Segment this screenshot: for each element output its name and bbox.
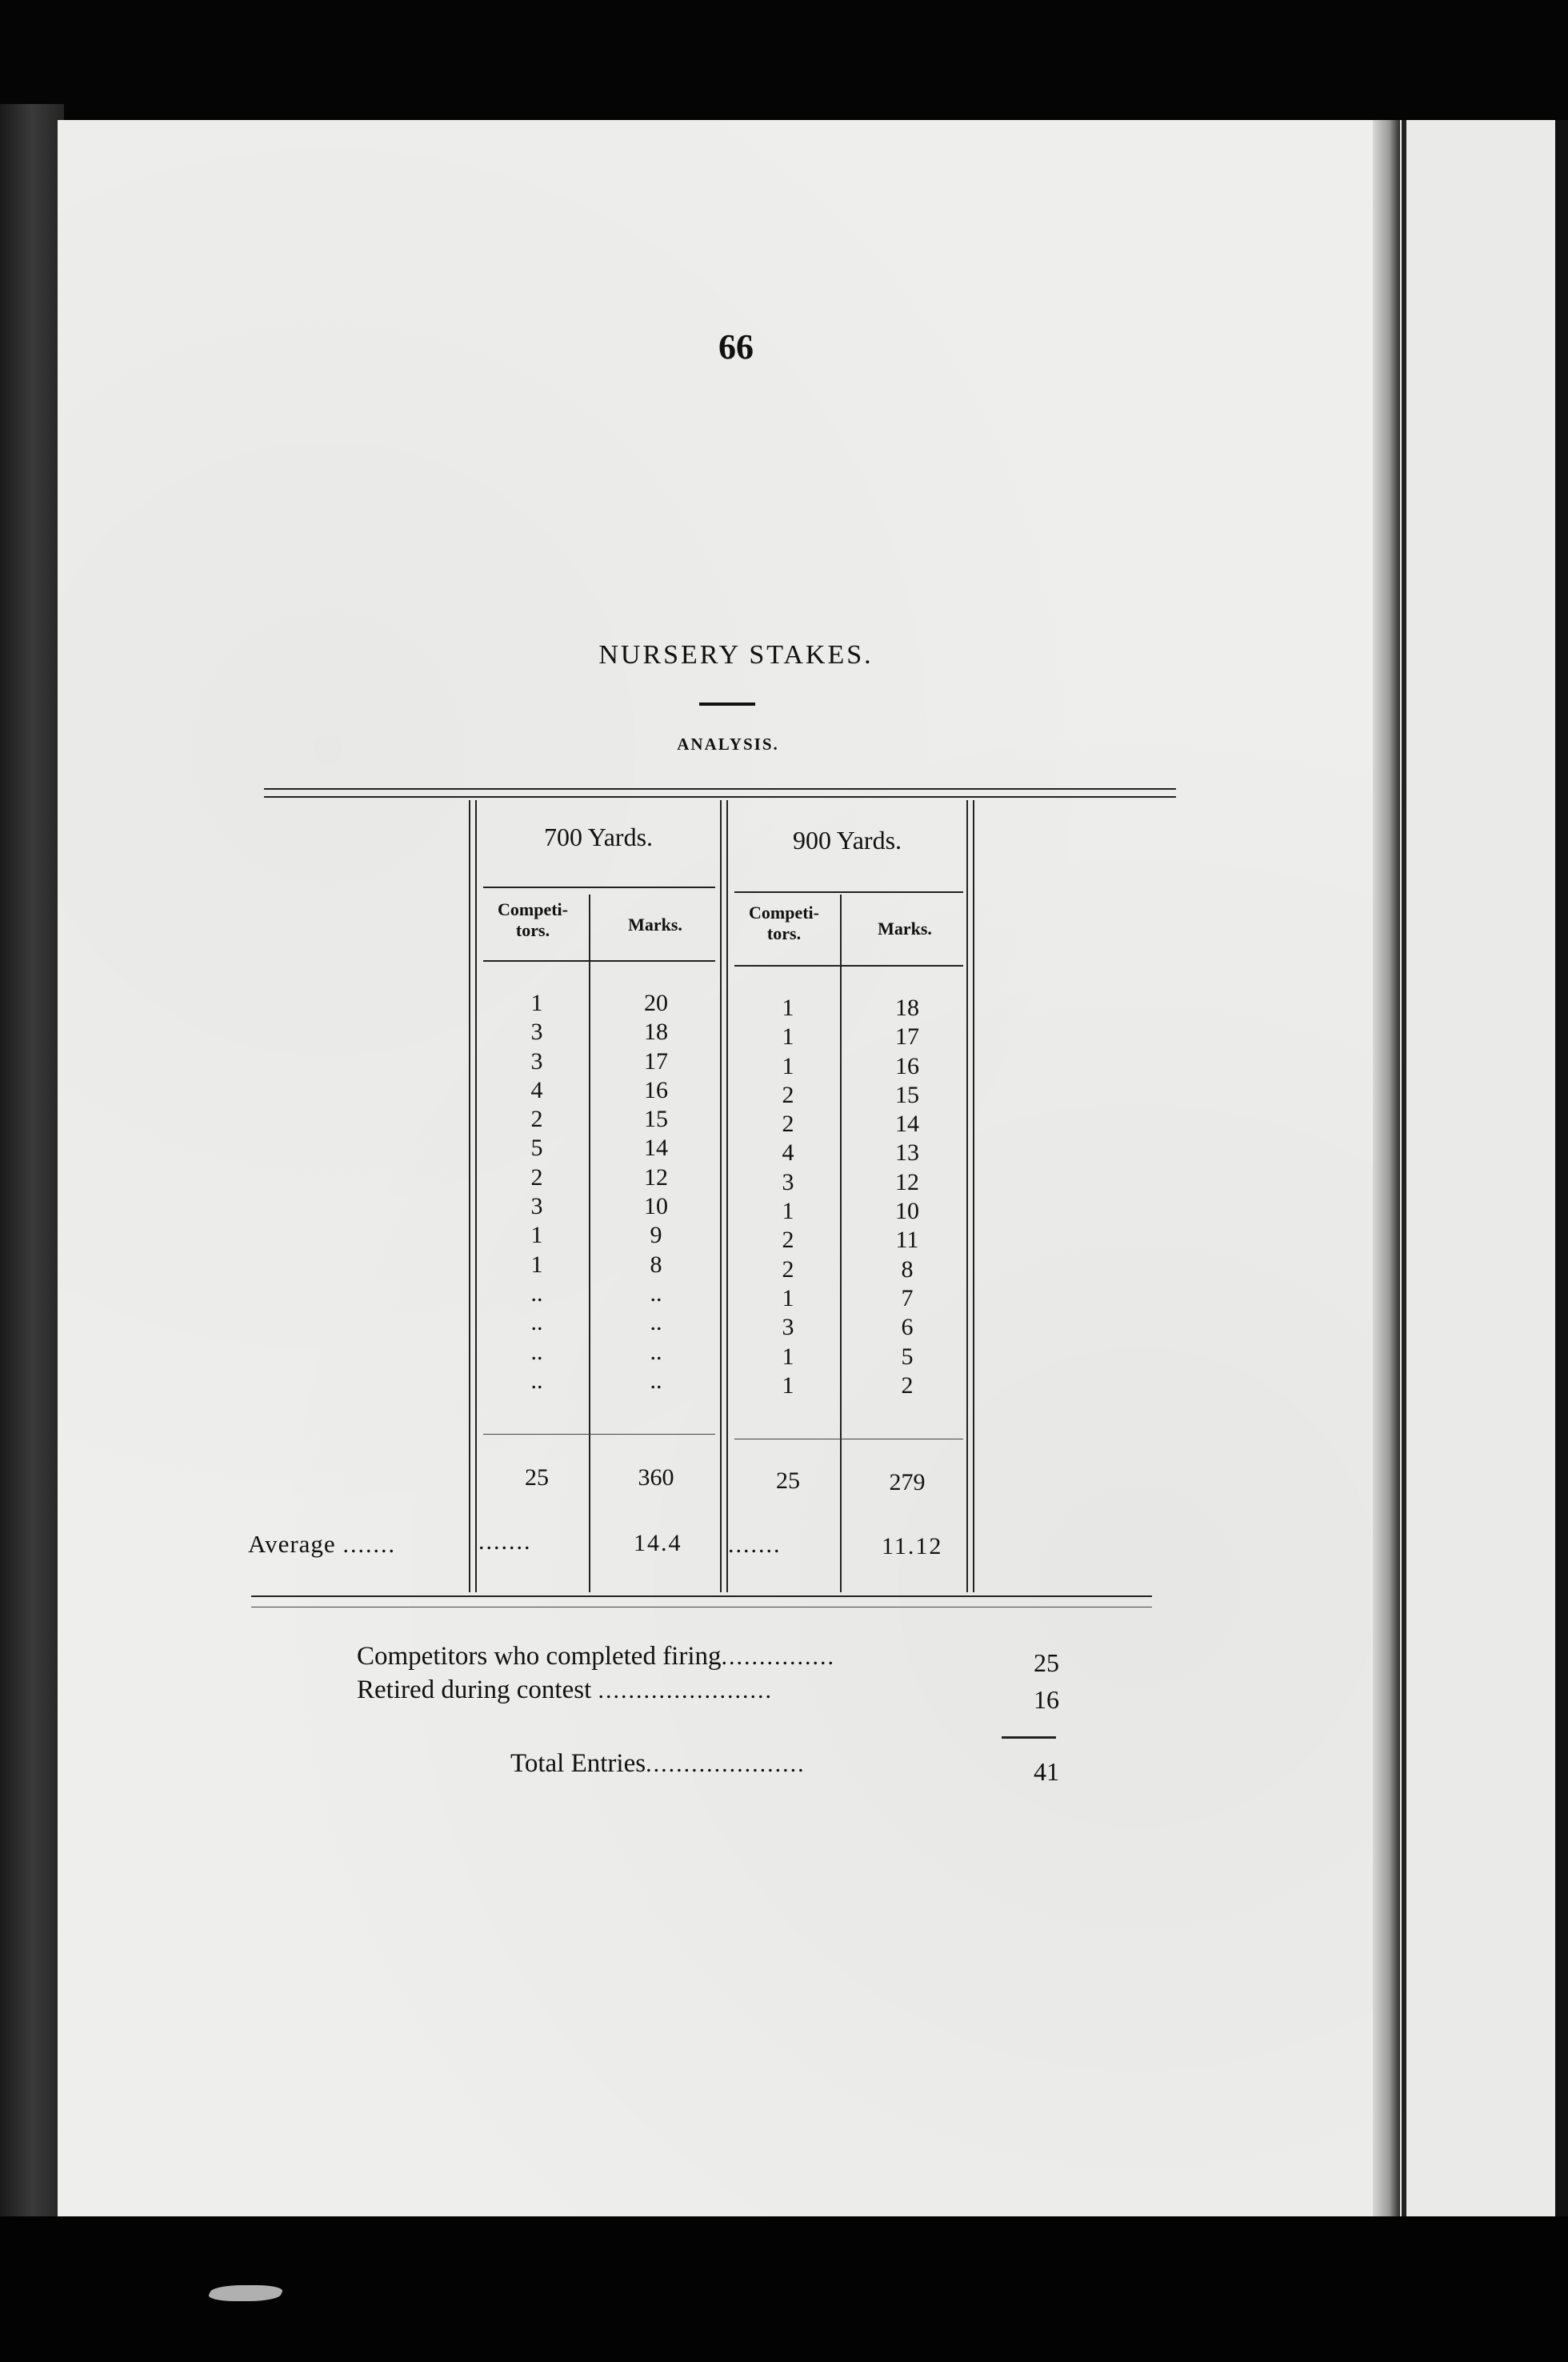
summary-retired-label: Retired during contest	[357, 1675, 592, 1704]
table-cell: 1	[782, 1343, 794, 1370]
summary-retired-value: 16	[1034, 1685, 1059, 1714]
summary-sum-rule	[1002, 1736, 1056, 1739]
table-cell: 16	[895, 1052, 919, 1079]
table-cell: 10	[895, 1198, 919, 1225]
group-header-700: 700 Yards.	[543, 823, 654, 851]
table-cell: 4	[530, 1076, 543, 1103]
average-dots-700: .......	[478, 1528, 532, 1555]
table-cell: 3	[782, 1168, 794, 1195]
table-cell: 4	[782, 1139, 794, 1167]
table-cell: 12	[644, 1163, 668, 1191]
table-vline-right-b	[973, 800, 974, 1592]
table-cell: 2	[530, 1106, 543, 1133]
column-competitors-900	[741, 994, 835, 1400]
table-cell: 11	[895, 1227, 919, 1254]
table-cell: 2	[901, 1371, 914, 1399]
table-cell: 8	[901, 1255, 914, 1283]
table-cell: ..	[650, 1309, 662, 1336]
table-bottom-rule	[251, 1595, 1152, 1597]
table-cell: 8	[650, 1251, 662, 1278]
table-vline-mid-b	[726, 800, 728, 1592]
page-title: NURSERY STAKES.	[598, 640, 874, 670]
table-cell: 6	[901, 1314, 914, 1341]
table-cell: 13	[895, 1139, 919, 1167]
table-cell: 14	[644, 1135, 668, 1162]
table-cell: 1	[530, 1251, 543, 1278]
table-vline-group2	[840, 895, 842, 1592]
table-cell: 3	[530, 1047, 543, 1075]
adjacent-page-strip	[1555, 120, 1568, 2216]
competitors-header-900: Competi- tors.	[749, 903, 819, 943]
page-number: 66	[718, 327, 754, 366]
table-cell: ..	[650, 1338, 662, 1365]
book-page	[58, 120, 1408, 2216]
table-cell: 1	[530, 990, 543, 1016]
table-cell: 18	[644, 1019, 668, 1046]
table-cell: 1	[782, 1371, 794, 1399]
scan-border-top	[0, 0, 1568, 120]
table-cell: 17	[895, 1023, 919, 1051]
table-cell: ..	[530, 1338, 543, 1365]
summary-total-label: Total Entries	[510, 1749, 646, 1778]
total-competitors-900: 25	[776, 1467, 800, 1494]
totals-rule-700	[483, 1434, 715, 1435]
table-cell: 18	[895, 995, 919, 1021]
table-cell: 15	[895, 1081, 919, 1108]
table-vline-right-a	[966, 800, 968, 1592]
table-cell: 2	[782, 1111, 794, 1138]
summary-retired-row: Retired during contest .......................	[357, 1675, 774, 1704]
competitors-header-700: Competi- tors.	[498, 899, 568, 940]
table-cell: 15	[644, 1106, 668, 1133]
summary-completed-row: Competitors who completed firing...............	[357, 1642, 836, 1671]
table-cell: 5	[530, 1135, 543, 1162]
table-cell: 5	[901, 1343, 914, 1370]
table-cell: 2	[782, 1227, 794, 1254]
summary-total-row: Total Entries.....................	[510, 1749, 806, 1778]
table-cell: 7	[901, 1284, 914, 1311]
table-cell: 1	[782, 1284, 794, 1311]
table-cell: ..	[650, 1367, 662, 1394]
summary-completed-value: 25	[1034, 1648, 1059, 1677]
table-cell: 1	[782, 1198, 794, 1225]
total-marks-900: 279	[889, 1469, 926, 1495]
average-marks-700: 14.4	[634, 1530, 682, 1556]
page-subtitle: ANALYSIS.	[677, 735, 779, 754]
table-cell: 3	[782, 1314, 794, 1341]
table-vline-left-b	[475, 800, 477, 1592]
table-cell: 1	[782, 1052, 794, 1079]
subheader-rule-700	[483, 960, 715, 962]
table-cell: 16	[644, 1076, 668, 1103]
marks-header-900: Marks.	[878, 919, 932, 939]
table-cell: 10	[644, 1193, 668, 1220]
average-row-label: Average .......	[248, 1530, 396, 1558]
adjacent-page-edge	[1402, 120, 1406, 2216]
group-rule-900	[734, 891, 963, 893]
table-cell: ..	[530, 1309, 543, 1336]
table-cell: 3	[530, 1193, 543, 1220]
table-cell: 2	[782, 1081, 794, 1108]
table-cell: 12	[895, 1168, 919, 1195]
average-leader-dots: .......	[342, 1531, 396, 1558]
summary-total-value: 41	[1034, 1757, 1059, 1786]
table-cell: ..	[530, 1367, 543, 1394]
table-top-rule	[264, 788, 1176, 798]
table-cell: 1	[530, 1222, 543, 1249]
summary-completed-label: Competitors who completed firing	[357, 1642, 722, 1671]
table-cell: 14	[895, 1111, 919, 1138]
table-cell: 20	[644, 990, 668, 1016]
title-rule	[699, 703, 755, 706]
marks-header-700: Marks.	[628, 915, 682, 935]
page-gutter	[1373, 120, 1400, 2216]
table-vline-mid-a	[720, 800, 722, 1592]
group-header-900: 900 Yards.	[792, 826, 902, 855]
total-competitors-700: 25	[525, 1464, 549, 1491]
adjacent-page	[1402, 120, 1568, 2216]
subheader-rule-900	[734, 965, 963, 967]
table-cell: 3	[530, 1019, 543, 1046]
book-spine	[0, 104, 64, 2216]
total-marks-700: 360	[638, 1464, 674, 1491]
column-competitors-700	[490, 989, 584, 1395]
table-cell: 9	[650, 1222, 662, 1249]
table-cell: 17	[644, 1047, 668, 1075]
table-cell: 2	[782, 1255, 794, 1283]
average-dots-900: .......	[728, 1531, 782, 1558]
table-vline-left-a	[469, 800, 470, 1592]
column-marks-900	[853, 994, 962, 1400]
table-cell: 1	[782, 995, 794, 1021]
table-cell: ..	[530, 1279, 543, 1307]
average-marks-900: 11.12	[882, 1533, 943, 1559]
table-cell: 1	[782, 1023, 794, 1051]
table-vline-group1	[589, 895, 590, 1592]
table-cell: ..	[650, 1279, 662, 1307]
column-marks-700	[600, 989, 712, 1395]
group-rule-700	[483, 887, 715, 888]
table-cell: 2	[530, 1163, 543, 1191]
